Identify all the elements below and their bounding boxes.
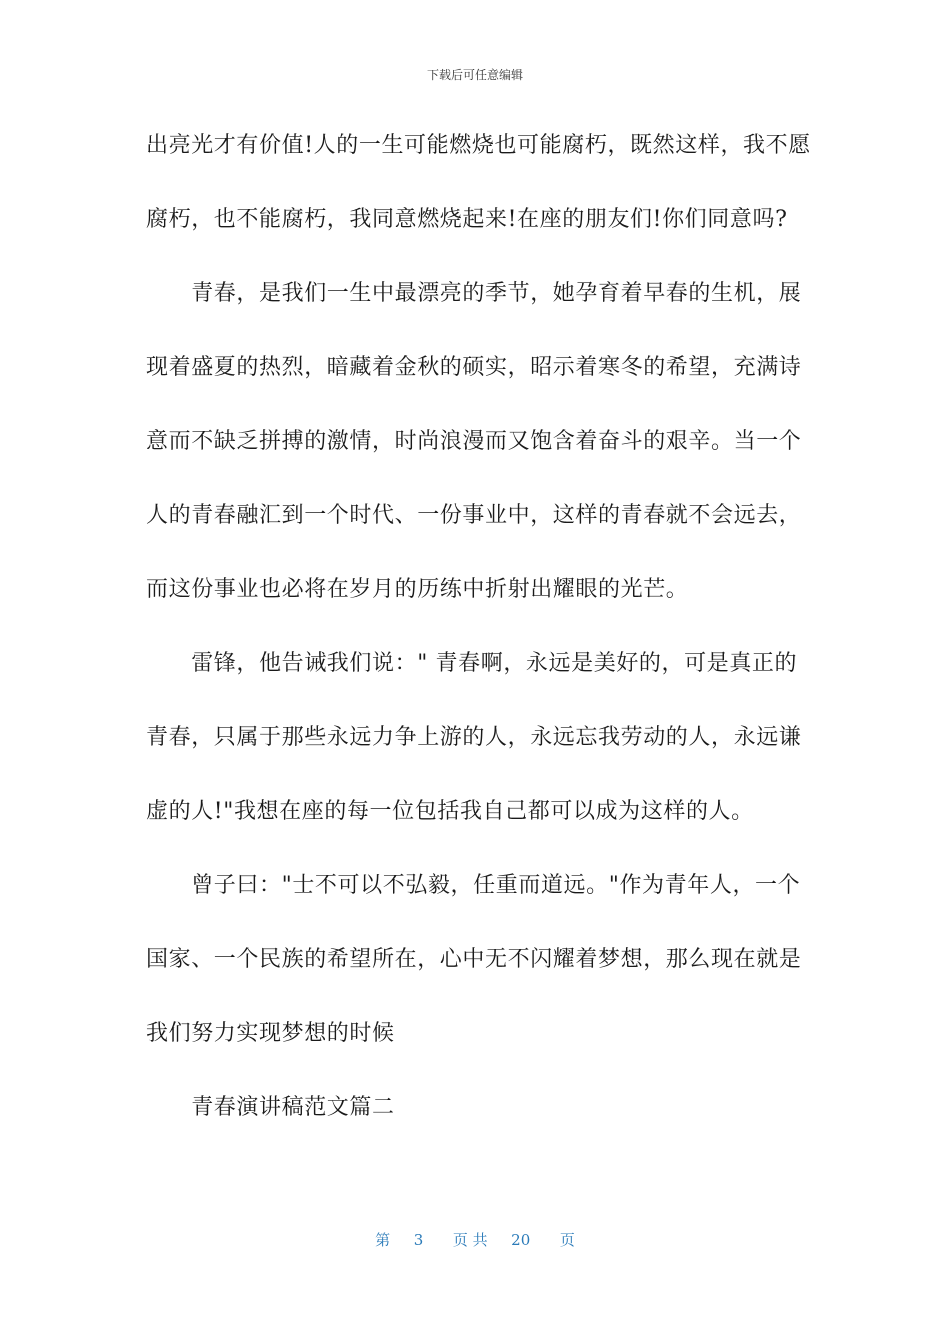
body-line: 虚的人!"我想在座的每一位包括我自己都可以成为这样的人。 [146, 799, 754, 824]
body-line: 国家、一个民族的希望所在，心中无不闪耀着梦想，那么现在就是 [146, 947, 802, 972]
document-body [146, 128, 811, 1164]
body-line: 腐朽，也不能腐朽，我同意燃烧起来!在座的朋友们!你们同意吗? [146, 207, 788, 232]
footer-middle: 页 共 [452, 1231, 488, 1249]
body-line: 意而不缺乏拼搏的激情，时尚浪漫而又饱含着奋斗的艰辛。当一个 [146, 429, 802, 454]
body-line: 曾子曰："士不可以不弘毅，任重而道远。"作为青年人，一个 [146, 873, 801, 898]
footer-prefix: 第 [375, 1231, 391, 1249]
section-heading: 青春演讲稿范文篇二 [146, 1095, 395, 1120]
body-line: 雷锋，他告诫我们说：" 青春啊，永远是美好的，可是真正的 [146, 651, 798, 676]
footer-suffix: 页 [559, 1231, 575, 1249]
body-line: 青春，只属于那些永远力争上游的人，永远忘我劳动的人，永远谦 [146, 725, 802, 750]
page-header: 下载后可任意编辑 [426, 68, 523, 82]
body-line: 而这份事业也必将在岁月的历练中折射出耀眼的光芒。 [146, 577, 689, 602]
body-line: 人的青春融汇到一个时代、一份事业中，这样的青春就不会远去， [146, 503, 802, 528]
body-line: 我们努力实现梦想的时候 [146, 1021, 395, 1046]
body-line: 现着盛夏的热烈，暗藏着金秋的硕实，昭示着寒冬的希望，充满诗 [146, 355, 802, 380]
body-line: 出亮光才有价值!人的一生可能燃烧也可能腐朽，既然这样，我不愿 [146, 133, 811, 158]
page-footer [0, 1229, 950, 1250]
current-page-number: 3 [413, 1231, 424, 1249]
body-line: 青春，是我们一生中最漂亮的季节，她孕育着早春的生机，展 [146, 281, 802, 306]
total-pages-number: 20 [511, 1231, 531, 1249]
